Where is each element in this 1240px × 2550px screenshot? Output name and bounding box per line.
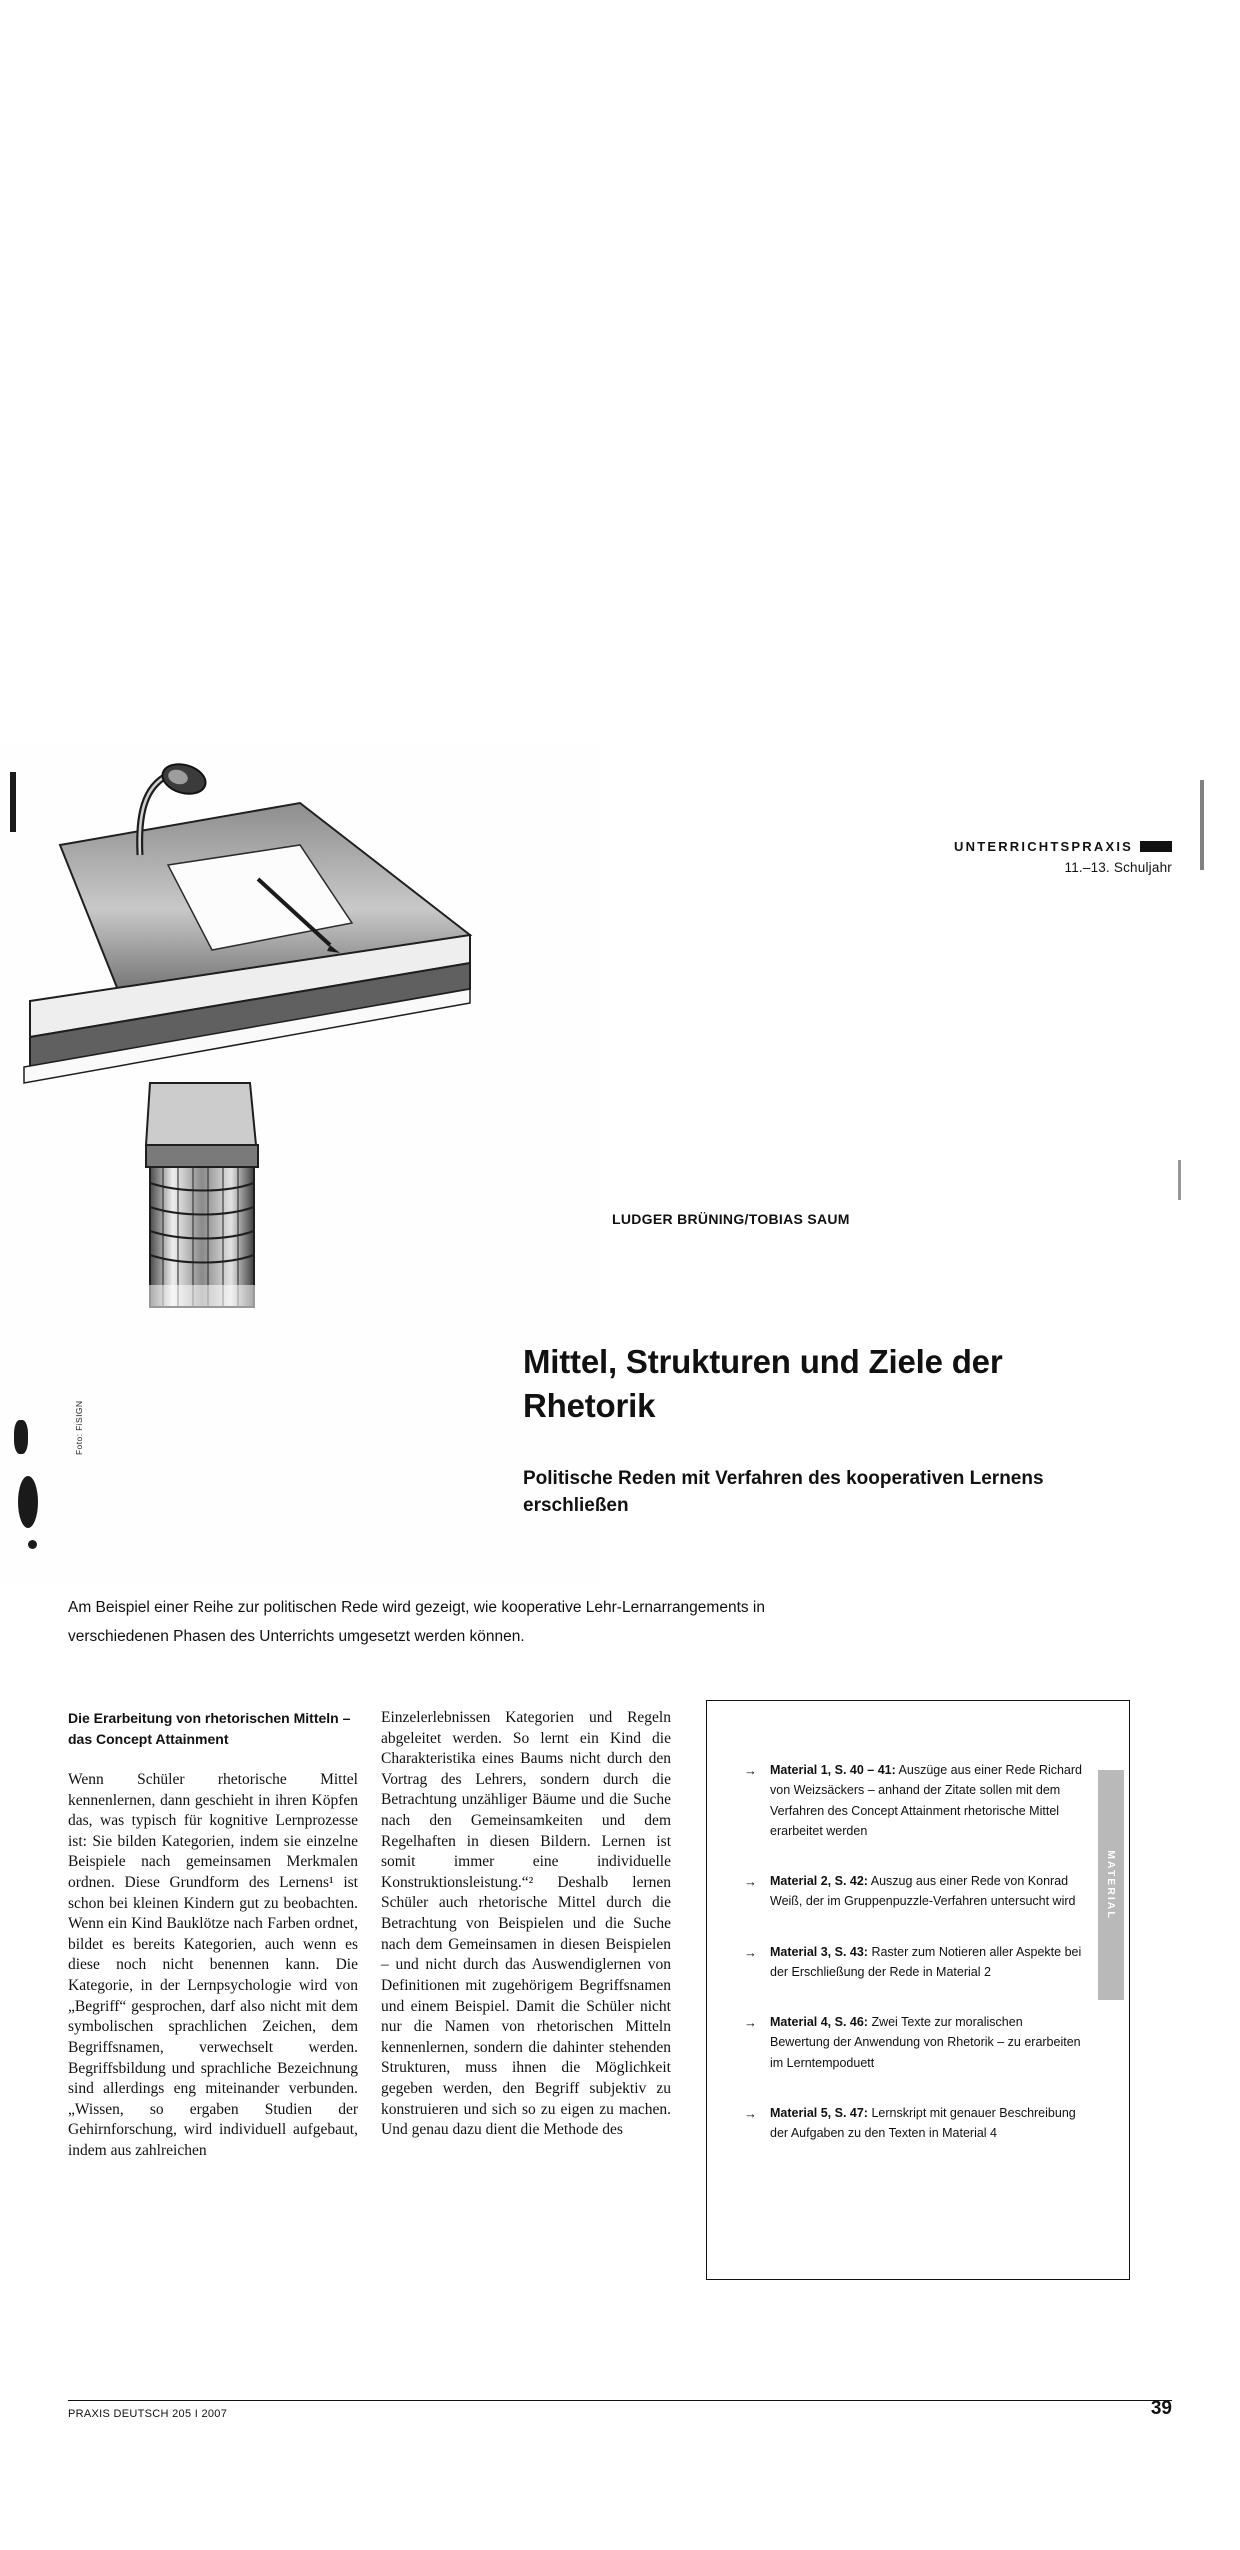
arrow-right-icon: → [744,2105,757,2121]
material-tab-label: MATERIAL [1105,1850,1117,1920]
material-entry-title: Material 3, S. 43: [770,1944,868,1959]
list-item [744,1760,1084,1841]
material-entry-text: Auszug aus einer Rede von Konrad Weiß, der im Gruppenpuzzle-Verfahren untersucht wird [770,1874,1076,1909]
material-entry-title: Material 1, S. 40 – 41: [770,1763,896,1777]
footer-source: PRAXIS DEUTSCH 205 I 2007 [68,2408,228,2420]
material-entry-title: Material 4, S. 46: [770,2015,868,2029]
page-number: 39 [1150,2398,1172,2419]
material-entry-text: Zwei Texte zur moralischen Bewertung der Anwendung von Rhetorik – zu erarbeiten im Lerntempoduett [770,2015,1081,2070]
footer-divider [68,2400,1172,2401]
material-entry [770,2103,1084,2144]
list-item [744,2103,1084,2144]
scan-mark [28,1540,37,1549]
photo-credit: Foto: FiSIGN [74,1400,84,1455]
body-paragraph: Einzelerlebnissen Kategorien und Regeln abgeleitet werden. So lernt ein Kind die Charakteristika eines Baums nicht durch den Vortrag des Lehrers, sondern durch die Betrachtung unzähliger Bäume und die Suche nach den Gemeinsamkeiten und dem Regelhaften in diesen Bildern. Lernen ist somit immer eine individuelle Konstruktionsleistung.“² Deshalb lernen Schüler auch rhetorische Mittel durch die Betrachtung von Beispielen und die Suche nach dem Gemeinsamen in diesen Beispielen – und nicht durch das Auswendiglernen von Definitionen mit zugehörigem Begriffsnamen und einem Beispiel. Damit die Schüler nicht nur die Namen von rhetorischen Mitteln kennenlernen, sondern die dahinter stehenden Strukturen, muss ihnen die Möglichkeit gegeben werden, den Begriff subjektiv zu konstruieren und sich so zu eigen zu machen. Und genau dazu dient die Methode des [381,1709,671,2139]
rubric-label: UNTERRICHTSPRAXIS [954,839,1133,855]
material-entry [770,2012,1084,2073]
material-entry-title: Material 5, S. 47: [770,2105,868,2120]
body-column-2 [381,1708,671,2141]
arrow-right-icon: → [744,2015,757,2030]
arrow-right-icon: → [744,1763,757,1778]
material-entry-text: Auszüge aus einer Rede Richard von Weizsäckers – anhand der Zitate sollen mit dem Verfahren des Concept Attainment rhetorische Mittel erarbeitet werden [770,1763,1082,1838]
arrow-right-icon: → [744,1944,757,1960]
article-subtitle: Politische Reden mit Verfahren des kooperativen Lernens erschließen [523,1467,1044,1516]
material-entry [770,1871,1084,1912]
page-title: Mittel, Strukturen und Ziele der Rhetorik [523,1343,1003,1425]
arrow-right-icon: → [744,1874,757,1889]
material-entry-text: Raster zum Notieren aller Aspekte bei der Erschließung der Rede in Material 2 [770,1944,1082,1979]
article-lead: Am Beispiel einer Reihe zur politischen Rede wird gezeigt, wie kooperative Lehr-Lernarrangements in verschiedenen Phasen des Unterrichts umgesetzt werden können. [68,1599,766,1645]
lectern-illustration [0,745,600,1585]
scan-mark [10,772,16,832]
section-heading: Die Erarbeitung von rhetorischen Mitteln – das Concept Attainment [68,1710,351,1747]
material-entry [770,1760,1084,1841]
scan-mark [1200,780,1204,870]
scan-mark [14,1420,28,1454]
material-entry-text: Lernskript mit genauer Beschreibung der Aufgaben zu den Texten in Material 4 [770,2105,1076,2140]
lectern-photo [0,745,600,1585]
list-item [744,1942,1084,1983]
grade-level-label: 11.–13. Schuljahr [1064,860,1172,875]
material-entry [770,1942,1084,1983]
rubric-marker-icon [1140,841,1172,852]
list-item [744,1871,1084,1912]
masthead [954,838,1172,875]
material-entry-title: Material 2, S. 42: [770,1874,868,1888]
material-tab [1098,1770,1124,2000]
body-column-1 [68,1708,358,2162]
scan-mark [18,1476,38,1528]
scan-mark [1178,1160,1181,1200]
list-item [744,2012,1084,2073]
material-list [744,1760,1084,2173]
body-paragraph: Wenn Schüler rhetorische Mittel kennenlernen, dann geschieht in ihren Köpfen das, was typisch für kognitive Lernprozesse ist: Sie bilden Kategorien, indem sie einzelne Beispiele nach gemeinsamen Merkmalen ordnen. Diese Grundform des Lernens¹ ist schon bei kleinen Kindern gut zu beobachten. Wenn ein Kind Bauklötze nach Farben ordnet, bildet es bereits Kategorien, auch wenn es diese noch nicht benennen kann. Die Kategorie, in der Lernpsychologie wird von „Begriff“ gesprochen, darf also nicht mit dem symbolischen sprachlichen Zeichen, dem Begriffsnamen, verwechselt werden. Begriffsbildung und sprachliche Bezeichnung sind allerdings eng miteinander verbunden. „Wissen, so ergaben Studien der Gehirnforschung, wird individuell aufgebaut, indem aus zahlreichen [68,1771,358,2159]
article-byline: LUDGER BRÜNING/TOBIAS SAUM [612,1211,850,1227]
